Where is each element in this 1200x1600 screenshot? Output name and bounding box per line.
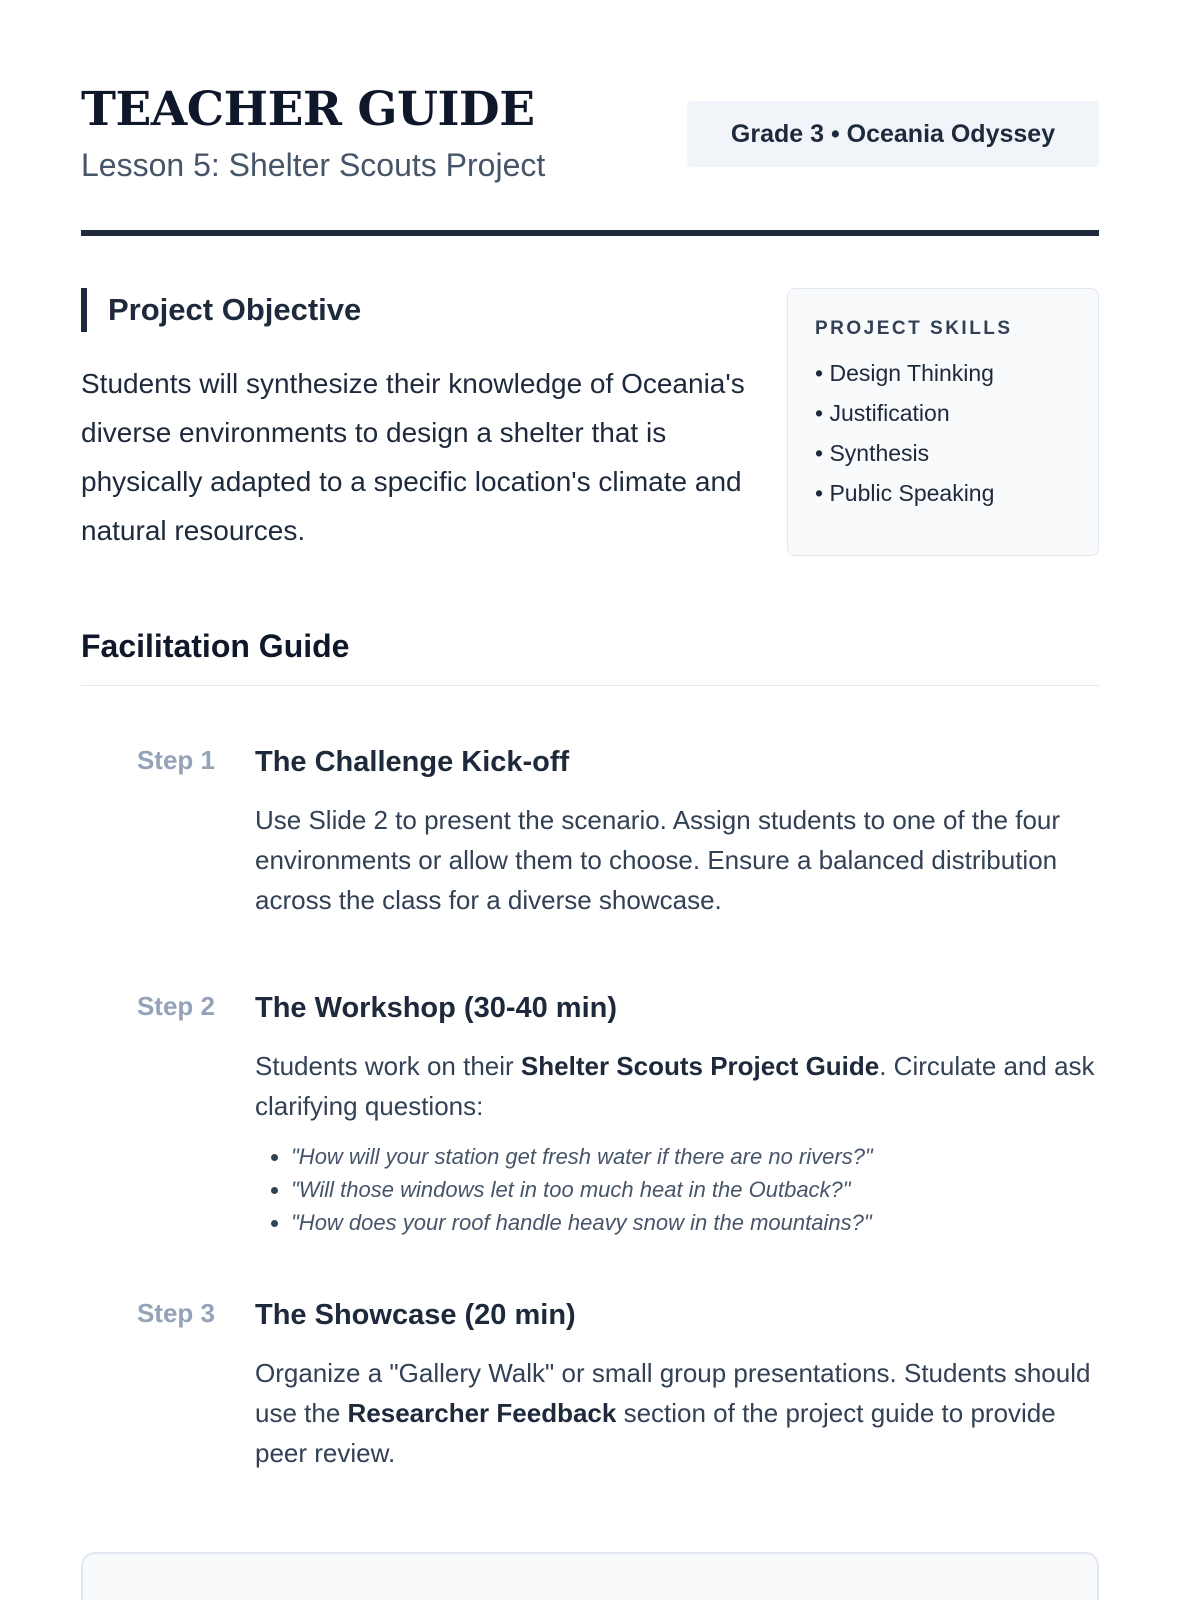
skill-item: • Synthesis [815,433,1071,473]
step-number: Step 1 [136,745,215,775]
step-number: Step 2 [136,991,215,1021]
lesson-subtitle: Lesson 5: Shelter Scouts Project [81,147,546,183]
skill-item: • Design Thinking [815,353,1071,393]
step-title: The Showcase (20 min) [255,1299,576,1331]
project-guide-name: Shelter Scouts Project Guide [520,1051,880,1081]
grade-badge: Grade 3 • Oceania Odyssey [687,101,1099,167]
project-skills-card [787,288,1099,556]
step-text: Use Slide 2 to present the scenario. Assign students to one of the four environments or allow them to choose. Ensure a balanced distribution across the class for a diverse showcase. [255,805,1061,915]
step-number: Step 3 [136,1298,215,1328]
question-item: • "Will those windows let in too much heat in the Outback?" [291,1173,1099,1206]
step-body [255,1297,1099,1473]
next-section-card [81,1552,1099,1600]
step-text: Organize a "Gallery Walk" or small group presentations. Students should use the Researcher Feedback section of the project guide to provide peer review. [255,1358,1091,1468]
question-item: • "How will your station get fresh water if there are no rivers?" [291,1140,1099,1173]
document-title: TEACHER GUIDE [81,82,535,137]
skills-title: PROJECT SKILLS [815,318,1013,339]
step-text: Students work on their Shelter Scouts Project Guide. Circulate and ask clarifying questions: [255,1051,1095,1121]
skill-item: • Public Speaking [815,473,1071,513]
feedback-section-name: Researcher Feedback [347,1398,617,1428]
step-body [255,990,1099,1239]
step-body [255,744,1099,920]
guide-header [81,0,1099,236]
objective-section [81,236,1099,590]
skills-list [815,353,1071,513]
skill-item: • Justification [815,393,1071,433]
facilitation-heading: Facilitation Guide [81,590,1099,686]
step-title: The Workshop (30-40 min) [255,992,618,1024]
question-item: • "How does your roof handle heavy snow in the mountains?" [291,1206,1099,1239]
step-title: The Challenge Kick-off [255,746,570,778]
clarifying-questions [255,1140,1099,1239]
objective-text: Students will synthesize their knowledge of Oceania's diverse environments to design a shelter that is physically adapted to a specific location's climate and natural resources. [81,368,745,546]
objective-heading: Project Objective [81,288,361,332]
